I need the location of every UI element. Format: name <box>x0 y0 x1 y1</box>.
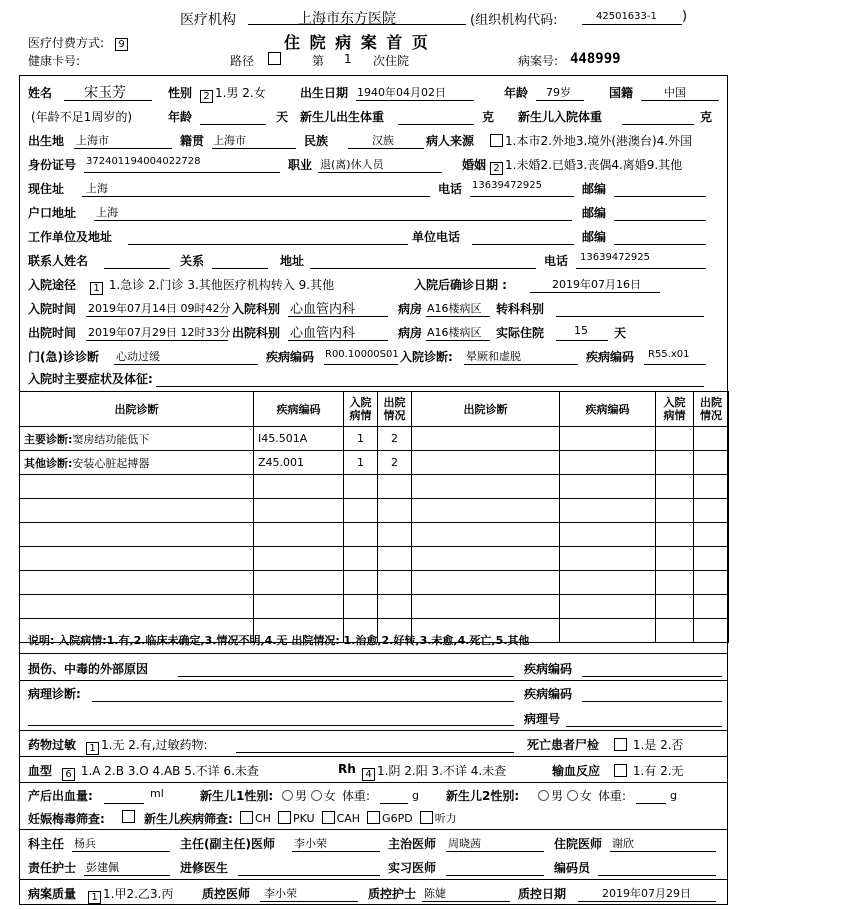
day-unit: 天 <box>276 110 289 124</box>
hearing-label: 听力 <box>434 812 457 825</box>
health-card-label: 健康卡号: <box>28 54 81 68</box>
autopsy-box[interactable] <box>614 738 627 751</box>
autopsy-label: 死亡患者尸检 <box>527 738 600 752</box>
cah-checkbox[interactable] <box>322 811 335 824</box>
cell[interactable] <box>560 475 656 499</box>
pathology-line-2 <box>28 711 514 726</box>
cell[interactable] <box>378 571 412 595</box>
quality-opts: 1.甲2.乙3.丙 <box>103 887 174 901</box>
injury-line <box>178 662 514 677</box>
source-label: 病人来源 <box>426 134 475 148</box>
cell[interactable] <box>656 619 694 643</box>
nb1-female-radio[interactable] <box>311 790 322 801</box>
cell[interactable] <box>694 499 729 523</box>
contact-line <box>104 254 170 269</box>
main-dx-out[interactable]: 2 <box>378 427 412 451</box>
zip-label: 邮编 <box>582 182 607 196</box>
infant-age-line <box>200 110 266 125</box>
op-code-label: 疾病编码 <box>266 350 315 364</box>
relation-line <box>212 254 268 269</box>
rh-box[interactable]: 4 <box>362 768 375 781</box>
path-label: 路径 <box>230 54 255 68</box>
attending[interactable]: 周晓茜 <box>448 837 481 850</box>
coder-line <box>598 861 716 876</box>
nb1-label: 新生儿1性别: <box>200 789 274 803</box>
chief-label: 主任(副主任)医师 <box>180 837 275 851</box>
address-value[interactable]: 上海 <box>86 182 108 195</box>
injury-code-line <box>582 662 722 677</box>
in-dx[interactable]: 晕厥和虚脱 <box>466 350 521 363</box>
chief[interactable]: 李小荣 <box>294 837 327 850</box>
divider <box>19 680 728 681</box>
cell[interactable] <box>656 547 694 571</box>
bleed-label: 产后出血量: <box>28 789 93 803</box>
qc-nurse[interactable]: 陈婕 <box>424 887 446 900</box>
cell[interactable] <box>378 499 412 523</box>
age-value[interactable]: 79岁 <box>546 86 571 99</box>
cell[interactable] <box>656 571 694 595</box>
cell[interactable] <box>20 571 254 595</box>
table-row <box>20 451 729 475</box>
divider <box>19 829 728 830</box>
cell[interactable] <box>560 427 656 451</box>
intern-line <box>446 861 544 876</box>
g6pd-label: G6PD <box>382 812 413 825</box>
nation-value[interactable]: 中国 <box>664 86 686 99</box>
nb-adm-weight-line <box>622 110 694 125</box>
rh-label: Rh <box>338 762 356 776</box>
out-time-label: 出院时间 <box>28 326 77 340</box>
cell[interactable] <box>254 475 344 499</box>
days-value[interactable]: 15 <box>574 324 588 337</box>
visiting-label: 进修医生 <box>180 861 229 875</box>
table-row <box>20 427 729 451</box>
header-in-cond: 入院 病情 <box>344 392 378 427</box>
intern-label: 实习医师 <box>388 861 437 875</box>
cell[interactable] <box>694 619 729 643</box>
job-label: 职业 <box>288 158 313 172</box>
hukou-label: 户口地址 <box>28 206 77 220</box>
address-line <box>82 182 430 197</box>
autopsy-opts: 1.是 2.否 <box>632 738 684 752</box>
cell[interactable] <box>254 595 344 619</box>
main-dx-label: 主要诊断: <box>24 432 73 446</box>
path-checkbox[interactable] <box>268 52 281 65</box>
out-dept-label: 出院科别 <box>232 326 281 340</box>
in-dept-label: 入院科别 <box>232 302 281 316</box>
pathology-no-line <box>566 712 722 727</box>
dob-value[interactable]: 1940年04月02日 <box>357 86 446 99</box>
visiting-line <box>238 861 380 876</box>
divider <box>19 756 728 757</box>
nb-screen-label: 新生儿疾病筛查: <box>144 812 233 826</box>
page-title: 住 院 病 案 首 页 <box>284 33 430 52</box>
table-row <box>20 475 729 499</box>
resident-label: 住院医师 <box>554 837 603 851</box>
cell[interactable] <box>560 595 656 619</box>
sex-opts: 1.男 2.女 <box>215 86 266 100</box>
confirm-date[interactable]: 2019年07月16日 <box>552 278 641 291</box>
injury-code-label: 疾病编码 <box>524 662 573 676</box>
cell[interactable] <box>378 547 412 571</box>
contact-address-label: 地址 <box>280 254 305 268</box>
nb1-male-label: 男 <box>295 789 308 803</box>
route-opts: 1.急诊 2.门诊 3.其他医疗机构转入 9.其他 <box>108 278 335 292</box>
cell[interactable] <box>20 499 254 523</box>
nb2-female-radio[interactable] <box>567 790 578 801</box>
cell[interactable] <box>20 547 254 571</box>
name-label: 姓名 <box>28 86 53 100</box>
cell[interactable] <box>412 595 560 619</box>
nb-weight-label: 新生儿出生体重 <box>300 110 385 124</box>
nation-label: 国籍 <box>609 86 634 100</box>
op-dx-label: 门(急)诊诊断 <box>28 350 99 364</box>
cell[interactable] <box>20 595 254 619</box>
cell[interactable] <box>656 595 694 619</box>
nb2-label: 新生儿2性别: <box>446 789 520 803</box>
in-dx-label: 入院诊断: <box>400 350 453 364</box>
other-dx-in[interactable]: 1 <box>344 451 378 475</box>
g-unit-2: g <box>670 789 677 802</box>
transfer-label: 转科科别 <box>496 302 545 316</box>
pku-label: PKU <box>292 812 315 825</box>
qc-date[interactable]: 2019年07月29日 <box>602 887 691 900</box>
ch-checkbox[interactable] <box>240 811 253 824</box>
resident[interactable]: 谢欣 <box>612 837 634 850</box>
notes-text: 说明: 入院病情:1.有,2.临床未确定,3.情况不明,4.无 出院情况: 1.治愈,2.好转,3.未愈,4.死亡,5.其他 <box>28 634 530 647</box>
confirm-label: 入院后确诊日期 : <box>414 278 507 292</box>
job-value[interactable]: 退(离)休人员 <box>320 158 384 171</box>
nth-label: 第 <box>312 54 325 68</box>
cell[interactable] <box>344 571 378 595</box>
work-phone-label: 单位电话 <box>412 230 461 244</box>
divider <box>19 653 728 654</box>
header-out-cond-2: 出院 情况 <box>694 392 729 427</box>
cell[interactable] <box>694 451 729 475</box>
header-code: 疾病编码 <box>254 392 344 427</box>
pathology-code-label: 疾病编码 <box>524 687 573 701</box>
nb1-weight-line <box>380 789 408 804</box>
ward-label: 病房 <box>398 302 423 316</box>
birthplace-value[interactable]: 上海市 <box>76 134 109 147</box>
cell[interactable] <box>378 475 412 499</box>
transfusion-box[interactable] <box>614 764 627 777</box>
allergy-box[interactable]: 1 <box>86 742 99 755</box>
main-dx-cell[interactable] <box>20 427 254 451</box>
cell[interactable] <box>20 475 254 499</box>
nb1-male-radio[interactable] <box>282 790 293 801</box>
org-label: 医疗机构 <box>180 12 236 28</box>
in-time-label: 入院时间 <box>28 302 77 316</box>
route-box[interactable]: 1 <box>90 282 103 295</box>
transfusion-label: 输血反应 <box>552 764 601 778</box>
cell[interactable] <box>254 523 344 547</box>
ethnic-label: 民族 <box>304 134 329 148</box>
source-opts: 1.本市2.外地3.境外(港澳台)4.外国 <box>505 134 693 148</box>
divider <box>19 879 728 880</box>
ethnic-value[interactable]: 汉族 <box>372 134 394 147</box>
org-name[interactable]: 上海市东方医院 <box>298 11 396 27</box>
cell[interactable] <box>560 571 656 595</box>
nb2-female-label: 女 <box>579 789 592 803</box>
out-time[interactable]: 2019年07月29日 12时33分 <box>88 326 231 339</box>
cell[interactable] <box>412 475 560 499</box>
hukou-value[interactable]: 上海 <box>96 206 118 219</box>
pay-box[interactable]: 9 <box>115 38 128 51</box>
contact-label: 联系人姓名 <box>28 254 89 268</box>
ch-label: CH <box>255 812 271 825</box>
zip3-label: 邮编 <box>582 230 607 244</box>
work-label: 工作单位及地址 <box>28 230 113 244</box>
sex-label: 性别 <box>168 86 193 100</box>
diagnosis-table <box>19 391 729 643</box>
nurse-label: 责任护士 <box>28 861 77 875</box>
cah-label: CAH <box>336 812 361 825</box>
cell[interactable] <box>412 571 560 595</box>
main-dx-code[interactable]: I45.501A <box>254 427 344 451</box>
other-dx-out[interactable]: 2 <box>378 451 412 475</box>
quality-box[interactable]: 1 <box>88 891 101 904</box>
pku-checkbox[interactable] <box>278 811 291 824</box>
abo-label: 血型 <box>28 764 53 778</box>
cell[interactable] <box>560 451 656 475</box>
cell[interactable] <box>412 547 560 571</box>
nurse[interactable]: 彭建佩 <box>86 861 119 874</box>
transfer-line <box>556 302 704 317</box>
qc-doctor-label: 质控医师 <box>202 887 251 901</box>
header-discharge-dx: 出院诊断 <box>20 392 254 427</box>
symptom-line <box>156 372 704 387</box>
cell[interactable] <box>344 475 378 499</box>
contact-address-line <box>310 254 536 269</box>
allergy-drug-line <box>236 738 514 753</box>
contact-phone-label: 电话 <box>544 254 569 268</box>
transfusion-opts: 1.有 2.无 <box>632 764 684 778</box>
cell[interactable] <box>694 571 729 595</box>
address-label: 现住址 <box>28 182 65 196</box>
org-code-label: (组织机构代码: <box>470 13 558 28</box>
relation-label: 关系 <box>180 254 205 268</box>
route-label: 入院途径 <box>28 278 77 292</box>
cell[interactable] <box>344 595 378 619</box>
in-code[interactable]: R55.x01 <box>648 349 690 360</box>
work-phone-line <box>472 230 574 245</box>
gram-unit-2: 克 <box>700 110 713 124</box>
ward2-label: 病房 <box>398 326 423 340</box>
syphilis-label: 妊娠梅毒筛查: <box>28 812 105 826</box>
cell[interactable] <box>656 427 694 451</box>
cell[interactable] <box>656 499 694 523</box>
zip2-line <box>614 206 706 221</box>
op-code[interactable]: R00.10000S01 <box>325 349 399 360</box>
gram-unit: 克 <box>482 110 495 124</box>
abo-opts: 1.A 2.B 3.O 4.AB 5.不详 6.未查 <box>80 764 259 778</box>
cell[interactable] <box>694 547 729 571</box>
org-code-close: ) <box>682 9 688 24</box>
g6pd-checkbox[interactable] <box>367 811 380 824</box>
days-label: 实际住院 <box>496 326 545 340</box>
allergy-label: 药物过敏 <box>28 738 77 752</box>
marriage-label: 婚姻 <box>462 158 487 172</box>
cell[interactable] <box>378 595 412 619</box>
quality-label: 病案质量 <box>28 887 77 901</box>
pathology-label: 病理诊断: <box>28 687 81 701</box>
table-row <box>20 523 729 547</box>
hearing-checkbox[interactable] <box>420 811 433 824</box>
injury-label: 损伤、中毒的外部原因 <box>28 662 149 676</box>
table-row <box>20 571 729 595</box>
zip-line <box>614 182 706 197</box>
table-row <box>20 499 729 523</box>
marriage-box[interactable]: 2 <box>490 162 503 175</box>
cell[interactable] <box>560 547 656 571</box>
cell[interactable] <box>344 523 378 547</box>
cell[interactable] <box>560 499 656 523</box>
divider <box>19 730 728 731</box>
cell[interactable] <box>378 523 412 547</box>
case-no-label: 病案号: <box>518 54 559 68</box>
coder-label: 编码员 <box>554 861 591 875</box>
id-label: 身份证号 <box>28 158 77 172</box>
other-dx-value: 安装心脏起搏器 <box>72 456 150 470</box>
other-dx-label: 其他诊断: <box>24 456 73 470</box>
g-unit: g <box>412 789 419 802</box>
in-dept[interactable]: 心血管内科 <box>290 302 356 317</box>
sex-box[interactable]: 2 <box>200 90 213 103</box>
id-value[interactable]: 372401194004022728 <box>86 156 201 167</box>
cell[interactable] <box>344 499 378 523</box>
header-in-cond-2: 入院 病情 <box>656 392 694 427</box>
cell[interactable] <box>694 595 729 619</box>
cell[interactable] <box>412 427 560 451</box>
nb-adm-weight-label: 新生儿入院体重 <box>518 110 603 124</box>
cell[interactable] <box>656 451 694 475</box>
other-dx-code[interactable]: Z45.001 <box>254 451 344 475</box>
table-row <box>20 547 729 571</box>
cell[interactable] <box>656 475 694 499</box>
nb2-weight-label: 体重: <box>598 789 627 803</box>
cell[interactable] <box>656 523 694 547</box>
syphilis-checkbox[interactable] <box>122 810 135 823</box>
nth-value[interactable]: 1 <box>344 52 352 66</box>
nb2-male-radio[interactable] <box>538 790 549 801</box>
op-dx[interactable]: 心动过缓 <box>116 350 160 363</box>
out-dept[interactable]: 心血管内科 <box>290 326 356 341</box>
nb-weight-line <box>398 110 474 125</box>
nb1-weight-label: 体重: <box>342 789 371 803</box>
header-code-2: 疾病编码 <box>560 392 656 427</box>
case-no[interactable]: 448999 <box>570 51 621 67</box>
hukou-line <box>94 206 572 221</box>
in-time[interactable]: 2019年07月14日 09时42分 <box>88 302 231 315</box>
birthplace-label: 出生地 <box>28 134 65 148</box>
table-row <box>20 595 729 619</box>
main-dx-in[interactable]: 1 <box>344 427 378 451</box>
ml-unit: ml <box>150 787 164 800</box>
pathology-line <box>92 687 514 702</box>
rh-opts: 1.阴 2.阳 3.不详 4.未查 <box>377 764 507 778</box>
other-dx-cell[interactable] <box>20 451 254 475</box>
qc-nurse-label: 质控护士 <box>368 887 417 901</box>
zip2-label: 邮编 <box>582 206 607 220</box>
infant-age-label: 年龄 <box>168 110 193 124</box>
cell[interactable] <box>694 475 729 499</box>
work-line <box>128 230 408 245</box>
zip3-line <box>614 230 706 245</box>
nb1-female-label: 女 <box>323 789 336 803</box>
days-unit: 天 <box>614 326 627 340</box>
qc-doctor[interactable]: 李小荣 <box>264 887 297 900</box>
bleed-line <box>104 789 144 804</box>
contact-phone-value[interactable]: 13639472925 <box>580 252 650 263</box>
cell[interactable] <box>254 571 344 595</box>
source-box[interactable] <box>490 134 503 147</box>
cell[interactable] <box>694 523 729 547</box>
qc-date-label: 质控日期 <box>518 887 567 901</box>
cell[interactable] <box>412 523 560 547</box>
dob-label: 出生日期 <box>300 86 349 100</box>
divider <box>19 782 728 783</box>
pathology-no-label: 病理号 <box>524 712 561 726</box>
native-value[interactable]: 上海市 <box>213 134 246 147</box>
header-out-cond: 出院 情况 <box>378 392 412 427</box>
cell[interactable] <box>694 427 729 451</box>
header-discharge-dx-2: 出院诊断 <box>412 392 560 427</box>
abo-box[interactable]: 6 <box>62 768 75 781</box>
cell[interactable] <box>412 451 560 475</box>
ward-value[interactable]: A16楼病区 <box>427 302 482 315</box>
pay-label: 医疗付费方式: <box>28 36 105 50</box>
phone-label: 电话 <box>438 182 463 196</box>
phone-value[interactable]: 13639472925 <box>472 180 542 191</box>
cell[interactable] <box>560 523 656 547</box>
name-value[interactable]: 宋玉芳 <box>84 85 126 101</box>
dept-head[interactable]: 杨兵 <box>74 837 96 850</box>
infant-note: (年龄不足1周岁的) <box>31 110 132 124</box>
symptom-label: 入院时主要症状及体征: <box>28 372 153 386</box>
nth-suffix: 次住院 <box>373 54 410 68</box>
marriage-opts: 1.未婚2.已婚3.丧偶4.离婚9.其他 <box>505 158 683 172</box>
dept-head-label: 科主任 <box>28 837 65 851</box>
pathology-code-line <box>582 687 722 702</box>
attending-label: 主治医师 <box>388 837 437 851</box>
cell[interactable] <box>254 499 344 523</box>
allergy-opts: 1.无 2.有,过敏药物: <box>101 738 208 752</box>
in-code-label: 疾病编码 <box>586 350 635 364</box>
cell[interactable] <box>412 499 560 523</box>
nb2-male-label: 男 <box>551 789 564 803</box>
cell[interactable] <box>344 547 378 571</box>
cell[interactable] <box>560 619 656 643</box>
cell[interactable] <box>20 523 254 547</box>
age-label: 年龄 <box>504 86 529 100</box>
main-dx-value: 窦房结功能低下 <box>72 432 150 446</box>
cell[interactable] <box>254 547 344 571</box>
nb2-weight-line <box>636 789 666 804</box>
native-label: 籍贯 <box>180 134 205 148</box>
ward2-value[interactable]: A16楼病区 <box>427 326 482 339</box>
org-code[interactable]: 42501633-1 <box>596 11 657 22</box>
